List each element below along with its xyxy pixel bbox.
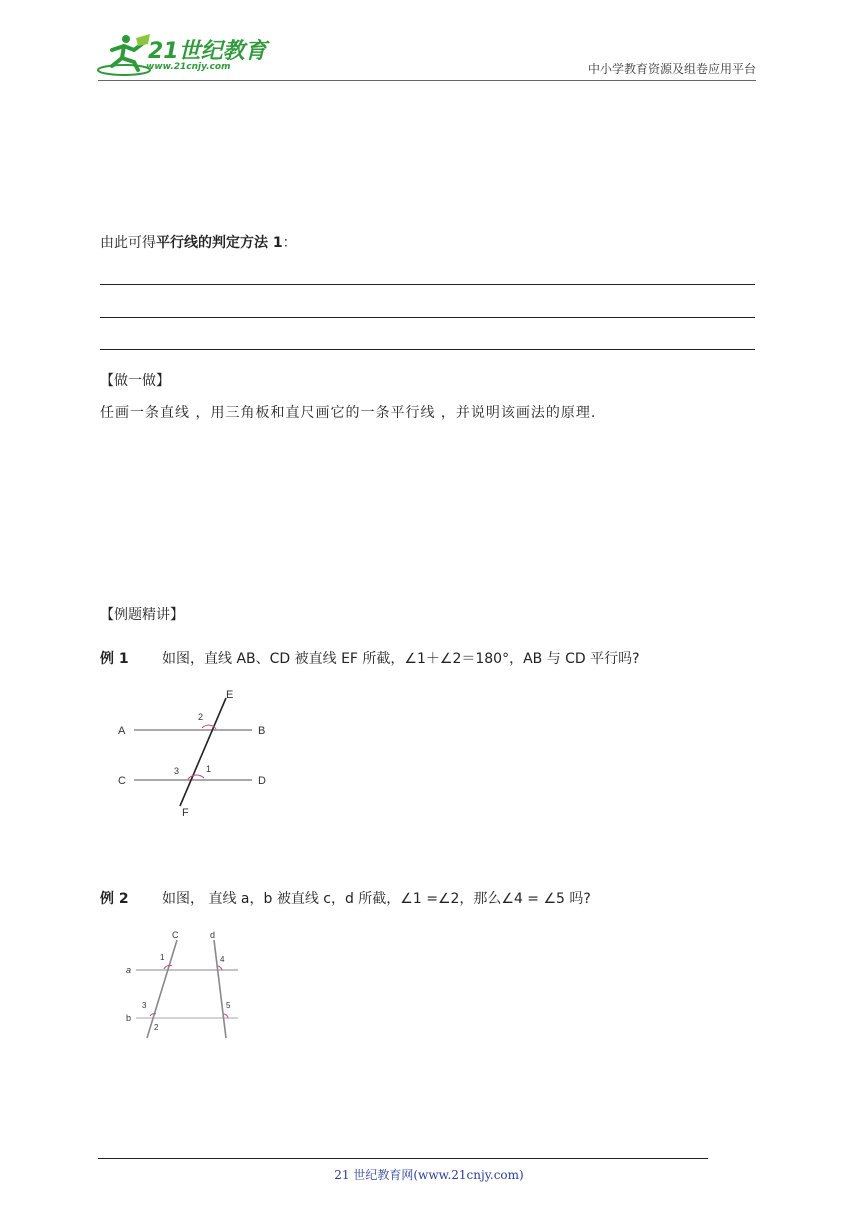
- logo-text: 21世纪教育: [148, 39, 267, 64]
- label-angle-3: 3: [142, 1001, 147, 1010]
- label-b: b: [126, 1013, 132, 1023]
- method-statement: [100, 234, 297, 252]
- do-it-text: 任画一条直线 ，用三角板和直尺画它的一条平行线 ，并说明该画法的原理.: [100, 405, 597, 421]
- example2-label: 例 2: [100, 891, 129, 907]
- label-a: a: [126, 965, 132, 975]
- label-B: B: [258, 725, 266, 737]
- answer-line-1[interactable]: [100, 284, 755, 285]
- logo-url: www.21cnjy.com: [146, 62, 231, 72]
- example2-text: 如图， 直线 a，b 被直线 c，d 所截，∠1 =∠2，那么∠4 = ∠5 吗?: [162, 891, 591, 907]
- angle-3-arc: [188, 775, 204, 779]
- label-angle-3: 3: [174, 766, 180, 776]
- answer-line-2[interactable]: [100, 317, 755, 318]
- label-A: A: [118, 725, 126, 737]
- figure-2: [122, 926, 252, 1042]
- example1-label: 例 1: [100, 651, 129, 667]
- label-angle-2: 2: [198, 712, 204, 722]
- label-d: d: [210, 930, 216, 940]
- label-F: F: [182, 807, 189, 819]
- answer-line-3[interactable]: [100, 349, 755, 350]
- examples-heading: 【例题精讲】: [100, 607, 184, 623]
- angle-4-arc: [218, 966, 222, 970]
- label-E: E: [226, 689, 234, 701]
- label-angle-2: 2: [154, 1023, 159, 1032]
- label-angle-5: 5: [226, 1001, 231, 1010]
- label-angle-1: 1: [206, 764, 212, 774]
- label-angle-4: 4: [220, 955, 225, 964]
- do-it-heading: 【做一做】: [100, 373, 170, 389]
- platform-name: 中小学教育资源及组卷应用平台: [587, 62, 756, 76]
- method-suffix: ：: [282, 235, 297, 251]
- header-divider: [98, 80, 756, 81]
- angle-3-arc: [150, 1014, 156, 1016]
- method-title: 平行线的判定方法 1: [156, 235, 283, 251]
- angle-5-arc: [224, 1014, 228, 1018]
- figure-1: [110, 684, 290, 820]
- footer-link[interactable]: 21 世纪教育网(www.21cnjy.com): [334, 1168, 524, 1182]
- example1-text: 如图，直线 AB、CD 被直线 EF 所截，∠1＋∠2＝180°，AB 与 CD 平行吗?: [162, 651, 640, 667]
- label-c: C: [172, 930, 179, 940]
- label-D: D: [258, 775, 266, 787]
- label-angle-1: 1: [160, 953, 165, 962]
- footer-divider: [98, 1158, 708, 1159]
- method-prefix: 由此可得: [100, 235, 156, 251]
- label-C: C: [118, 775, 126, 787]
